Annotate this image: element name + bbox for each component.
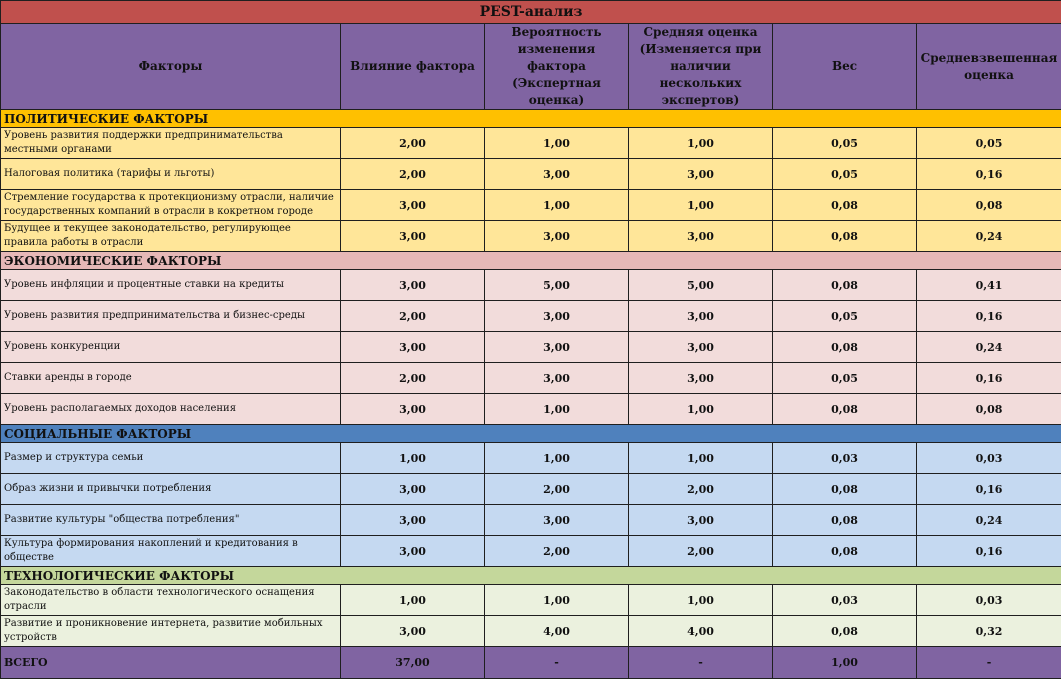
category-economic bbox=[1, 252, 1061, 270]
avg-cell: 5,00 bbox=[629, 270, 773, 301]
table-row bbox=[1, 505, 1061, 536]
weighted-cell: 0,16 bbox=[917, 536, 1061, 567]
factor-name: Развитие и проникновение интернета, развитие мобильных устройств bbox=[1, 616, 341, 647]
avg-cell: 1,00 bbox=[629, 190, 773, 221]
total-probability: - bbox=[485, 647, 629, 679]
weight-cell: 0,08 bbox=[773, 474, 917, 505]
table-row bbox=[1, 221, 1061, 252]
weighted-cell: 0,03 bbox=[917, 585, 1061, 616]
category-political bbox=[1, 110, 1061, 128]
total-influence: 37,00 bbox=[341, 647, 485, 679]
factor-name: Уровень развития поддержки предпринимательства местными органами bbox=[1, 128, 341, 159]
avg-cell: 4,00 bbox=[629, 616, 773, 647]
weight-cell: 0,08 bbox=[773, 190, 917, 221]
probability-cell: 5,00 bbox=[485, 270, 629, 301]
avg-cell: 3,00 bbox=[629, 221, 773, 252]
influence-cell: 3,00 bbox=[341, 190, 485, 221]
influence-cell: 3,00 bbox=[341, 616, 485, 647]
table-row bbox=[1, 332, 1061, 363]
weighted-cell: 0,24 bbox=[917, 221, 1061, 252]
header-weight: Вес bbox=[773, 24, 917, 110]
probability-cell: 3,00 bbox=[485, 301, 629, 332]
weight-cell: 0,08 bbox=[773, 536, 917, 567]
probability-cell: 1,00 bbox=[485, 585, 629, 616]
factor-name: Образ жизни и привычки потребления bbox=[1, 474, 341, 505]
table-row bbox=[1, 536, 1061, 567]
probability-cell: 1,00 bbox=[485, 190, 629, 221]
weighted-cell: 0,16 bbox=[917, 363, 1061, 394]
influence-cell: 3,00 bbox=[341, 221, 485, 252]
influence-cell: 2,00 bbox=[341, 301, 485, 332]
probability-cell: 1,00 bbox=[485, 443, 629, 474]
total-row bbox=[1, 647, 1061, 679]
influence-cell: 1,00 bbox=[341, 443, 485, 474]
title-row bbox=[1, 1, 1061, 24]
factor-name: Культура формирования накоплений и кредитования в обществе bbox=[1, 536, 341, 567]
factor-name: Уровень располагаемых доходов населения bbox=[1, 394, 341, 425]
probability-cell: 1,00 bbox=[485, 394, 629, 425]
weighted-cell: 0,05 bbox=[917, 128, 1061, 159]
header-factors: Факторы bbox=[1, 24, 341, 110]
table-row bbox=[1, 301, 1061, 332]
avg-cell: 2,00 bbox=[629, 474, 773, 505]
influence-cell: 3,00 bbox=[341, 270, 485, 301]
factor-name: Ставки аренды в городе bbox=[1, 363, 341, 394]
influence-cell: 2,00 bbox=[341, 128, 485, 159]
avg-cell: 1,00 bbox=[629, 443, 773, 474]
total-label: ВСЕГО bbox=[1, 647, 341, 679]
table-row bbox=[1, 128, 1061, 159]
weighted-cell: 0,16 bbox=[917, 474, 1061, 505]
probability-cell: 3,00 bbox=[485, 505, 629, 536]
weighted-cell: 0,32 bbox=[917, 616, 1061, 647]
factor-name: Будущее и текущее законодательство, регулирующее правила работы в отрасли bbox=[1, 221, 341, 252]
weight-cell: 0,05 bbox=[773, 159, 917, 190]
influence-cell: 3,00 bbox=[341, 394, 485, 425]
table-row bbox=[1, 616, 1061, 647]
table-row bbox=[1, 394, 1061, 425]
weighted-cell: 0,16 bbox=[917, 159, 1061, 190]
weighted-cell: 0,08 bbox=[917, 190, 1061, 221]
weighted-cell: 0,41 bbox=[917, 270, 1061, 301]
weight-cell: 0,05 bbox=[773, 363, 917, 394]
table-row bbox=[1, 190, 1061, 221]
category-label: ПОЛИТИЧЕСКИЕ ФАКТОРЫ bbox=[1, 110, 1061, 128]
weight-cell: 0,05 bbox=[773, 128, 917, 159]
avg-cell: 3,00 bbox=[629, 505, 773, 536]
category-technological bbox=[1, 567, 1061, 585]
factor-name: Развитие культуры "общества потребления" bbox=[1, 505, 341, 536]
weighted-cell: 0,16 bbox=[917, 301, 1061, 332]
influence-cell: 3,00 bbox=[341, 474, 485, 505]
probability-cell: 2,00 bbox=[485, 536, 629, 567]
avg-cell: 3,00 bbox=[629, 363, 773, 394]
table-row bbox=[1, 474, 1061, 505]
avg-cell: 3,00 bbox=[629, 159, 773, 190]
probability-cell: 2,00 bbox=[485, 474, 629, 505]
factor-name: Уровень развития предпринимательства и бизнес-среды bbox=[1, 301, 341, 332]
total-weighted: - bbox=[917, 647, 1061, 679]
table-row bbox=[1, 585, 1061, 616]
influence-cell: 3,00 bbox=[341, 332, 485, 363]
factor-name: Уровень конкуренции bbox=[1, 332, 341, 363]
header-weighted: Средневзвешенная оценка bbox=[917, 24, 1061, 110]
factor-name: Уровень инфляции и процентные ставки на кредиты bbox=[1, 270, 341, 301]
influence-cell: 1,00 bbox=[341, 585, 485, 616]
weight-cell: 0,03 bbox=[773, 585, 917, 616]
weight-cell: 0,08 bbox=[773, 332, 917, 363]
weighted-cell: 0,03 bbox=[917, 443, 1061, 474]
factor-name: Налоговая политика (тарифы и льготы) bbox=[1, 159, 341, 190]
header-avg: Средняя оценка (Изменяется при наличии нескольких экспертов) bbox=[629, 24, 773, 110]
total-weight: 1,00 bbox=[773, 647, 917, 679]
avg-cell: 1,00 bbox=[629, 128, 773, 159]
category-label: ЭКОНОМИЧЕСКИЕ ФАКТОРЫ bbox=[1, 252, 1061, 270]
probability-cell: 3,00 bbox=[485, 332, 629, 363]
avg-cell: 2,00 bbox=[629, 536, 773, 567]
avg-cell: 3,00 bbox=[629, 301, 773, 332]
factor-name: Размер и структура семьи bbox=[1, 443, 341, 474]
total-avg: - bbox=[629, 647, 773, 679]
probability-cell: 3,00 bbox=[485, 363, 629, 394]
influence-cell: 2,00 bbox=[341, 159, 485, 190]
header-probability: Вероятность изменения фактора (Экспертная оценка) bbox=[485, 24, 629, 110]
table-row bbox=[1, 363, 1061, 394]
weighted-cell: 0,08 bbox=[917, 394, 1061, 425]
table-row bbox=[1, 443, 1061, 474]
weight-cell: 0,03 bbox=[773, 443, 917, 474]
header-row bbox=[1, 24, 1061, 110]
table-row bbox=[1, 159, 1061, 190]
weight-cell: 0,08 bbox=[773, 505, 917, 536]
weighted-cell: 0,24 bbox=[917, 505, 1061, 536]
category-label: СОЦИАЛЬНЫЕ ФАКТОРЫ bbox=[1, 425, 1061, 443]
header-influence: Влияние фактора bbox=[341, 24, 485, 110]
weighted-cell: 0,24 bbox=[917, 332, 1061, 363]
probability-cell: 1,00 bbox=[485, 128, 629, 159]
table-row bbox=[1, 270, 1061, 301]
probability-cell: 4,00 bbox=[485, 616, 629, 647]
category-social bbox=[1, 425, 1061, 443]
influence-cell: 3,00 bbox=[341, 536, 485, 567]
weight-cell: 0,08 bbox=[773, 616, 917, 647]
influence-cell: 2,00 bbox=[341, 363, 485, 394]
category-label: ТЕХНОЛОГИЧЕСКИЕ ФАКТОРЫ bbox=[1, 567, 1061, 585]
factor-name: Стремление государства к протекционизму отрасли, наличие государственных компаний в отрасли в кокретном городе bbox=[1, 190, 341, 221]
avg-cell: 1,00 bbox=[629, 394, 773, 425]
probability-cell: 3,00 bbox=[485, 159, 629, 190]
weight-cell: 0,08 bbox=[773, 270, 917, 301]
probability-cell: 3,00 bbox=[485, 221, 629, 252]
avg-cell: 1,00 bbox=[629, 585, 773, 616]
table-title: PEST-анализ bbox=[1, 1, 1061, 24]
weight-cell: 0,05 bbox=[773, 301, 917, 332]
weight-cell: 0,08 bbox=[773, 221, 917, 252]
weight-cell: 0,08 bbox=[773, 394, 917, 425]
influence-cell: 3,00 bbox=[341, 505, 485, 536]
factor-name: Законодательство в области технологического оснащения отрасли bbox=[1, 585, 341, 616]
avg-cell: 3,00 bbox=[629, 332, 773, 363]
